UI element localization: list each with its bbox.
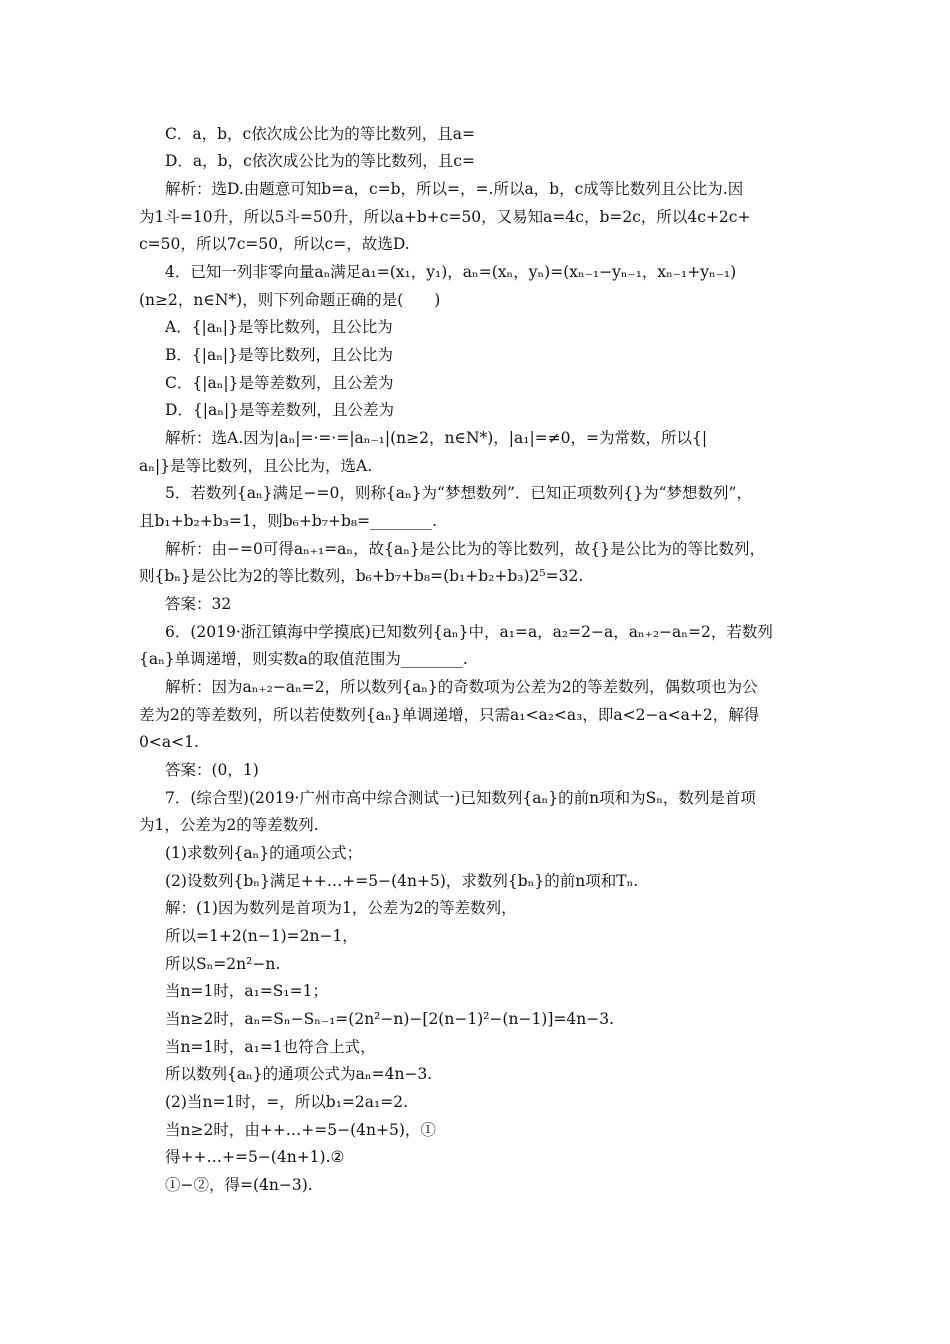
solution-line: 当n=1时，a₁=S₁=1； [165,982,328,1000]
text-line: aₙ|}是等比数列，且公比为，选A. [139,457,373,475]
option-b-line: B．{|aₙ|}是等比数列，且公比为 [165,346,394,364]
text-line: 为1，公差为2的等差数列. [139,816,319,834]
text-line: 为1斗=10升，所以5斗=50升，所以a+b+c=50，又易知a=4c，b=2c，所以4c+2c+ [139,208,751,226]
solution-line: 所以=1+2(n−1)=2n−1， [165,927,358,945]
solution-line: ①−②，得=(4n−3). [165,1176,313,1194]
option-c-line: C．a，b，c依次成公比为的等比数列，且a= [165,125,475,143]
text-line: c=50，所以7c=50，所以c=，故选D. [139,235,410,253]
solution-line: 所以Sₙ=2n²−n. [165,955,281,973]
question-7-line: 7．(综合型)(2019·广州市高中综合测试一)已知数列{aₙ}的前n项和为Sₙ，数列是首项 [165,789,756,807]
option-d-line: D．{|aₙ|}是等差数列，且公差为 [165,401,395,419]
answer-line: 答案：32 [165,595,232,613]
solution-line: 当n=1时，a₁=1也符合上式， [165,1038,376,1056]
analysis-line: 解析：选A.因为|aₙ|=·=·=|aₙ₋₁|(n≥2，n∈N*)，|a₁|=≠0，=为常数，所以{| [165,429,708,447]
answer-line: 答案：(0，1) [165,761,259,779]
analysis-line: 解析：选D.由题意可知b=a，c=b，所以=，=.所以a，b，c成等比数列且公比为.因 [165,180,744,198]
option-d-line: D．a，b，c依次成公比为的等比数列，且c= [165,152,475,170]
solution-line: (2)当n=1时，=，所以b₁=2a₁=2. [165,1093,408,1111]
solution-line: 解：(1)因为数列是首项为1，公差为2的等差数列， [165,899,517,917]
analysis-line: 解析：因为aₙ₊₂−aₙ=2，所以数列{aₙ}的奇数项为公差为2的等差数列，偶数项也为公 [165,678,758,696]
question-6-line: 6．(2019·浙江镇海中学摸底)已知数列{aₙ}中，a₁=a，a₂=2−a，aₙ₊₂−aₙ=2，若数列 [165,623,773,641]
text-line: 差为2的等差数列，所以若使数列{aₙ}单调递增，只需a₁<a₂<a₃，即a<2−a<a+2，解得 [139,706,760,724]
sub-question-1-line: (1)求数列{aₙ}的通项公式； [165,844,363,862]
text-line: 0<a<1. [139,733,199,751]
text-line: 且b₁+b₂+b₃=1，则b₆+b₇+b₈=________. [139,512,438,530]
question-5-line: 5．若数列{aₙ}满足−=0，则称{aₙ}为“梦想数列”．已知正项数列{}为“梦想数列”， [165,484,752,502]
solution-line: 所以数列{aₙ}的通项公式为aₙ=4n−3. [165,1065,433,1083]
solution-line: 当n≥2时，aₙ=Sₙ−Sₙ₋₁=(2n²−n)−[2(n−1)²−(n−1)]=4n−3. [165,1010,615,1028]
option-a-line: A．{|aₙ|}是等比数列，且公比为 [165,318,393,336]
question-4-line: 4．已知一列非零向量aₙ满足a₁=(x₁，y₁)，aₙ=(xₙ，yₙ)=(xₙ₋₁−yₙ₋₁，xₙ₋₁+yₙ₋₁) [165,263,737,281]
text-line: {aₙ}单调递增，则实数a的取值范围为________. [139,650,468,668]
text-line: (n≥2，n∈N*)，则下列命题正确的是( ) [139,291,441,309]
option-c-line: C．{|aₙ|}是等差数列，且公差为 [165,374,394,392]
solution-line: 当n≥2时，由++…+=5−(4n+5)，① [165,1121,436,1139]
sub-question-2-line: (2)设数列{bₙ}满足++…+=5−(4n+5)，求数列{bₙ}的前n项和Tₙ. [165,872,639,890]
text-line: 则{bₙ}是公比为2的等比数列，b₆+b₇+b₈=(b₁+b₂+b₃)2⁵=32. [139,567,584,585]
solution-line: 得++…+=5−(4n+1).② [165,1148,345,1166]
analysis-line: 解析：由−=0可得aₙ₊₁=aₙ，故{aₙ}是公比为的等比数列，故{}是公比为的等比数列， [165,540,766,558]
